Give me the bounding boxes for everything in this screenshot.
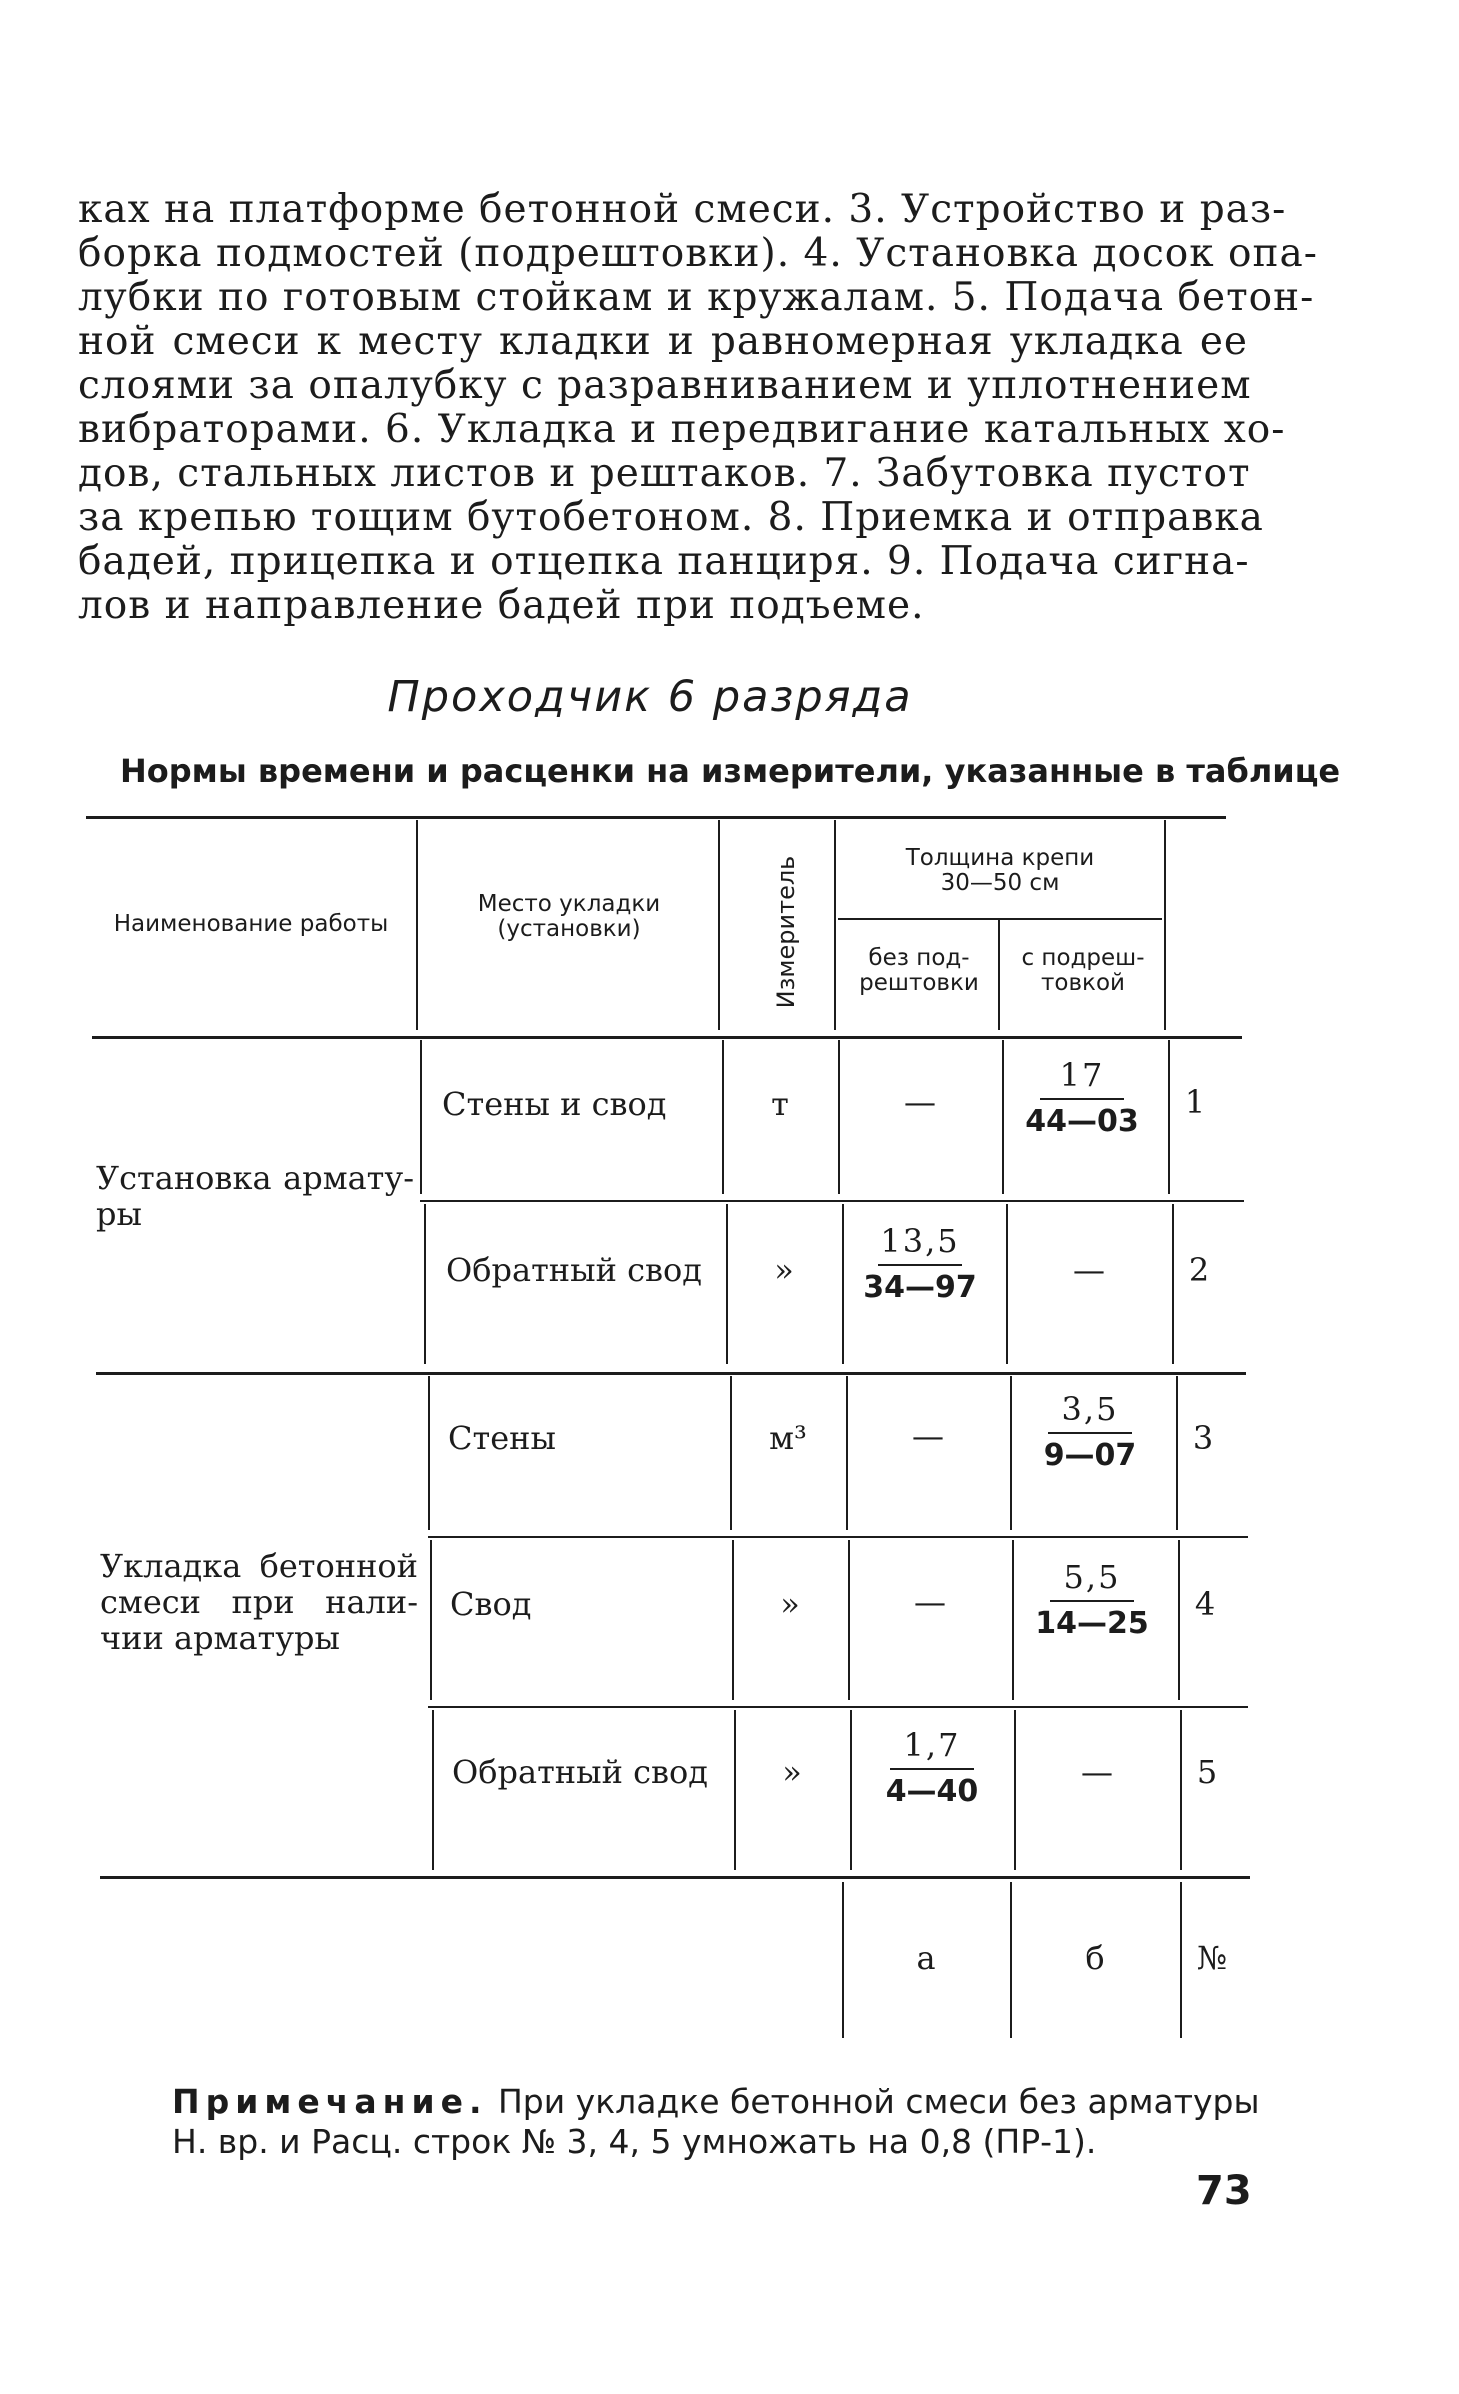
row3-a: — bbox=[912, 1417, 944, 1455]
header-place: Место укладки (установки) bbox=[477, 891, 661, 942]
row3-place: Стены bbox=[448, 1419, 556, 1457]
page-number: 73 bbox=[1196, 2168, 1252, 2214]
header-unit: Измеритель bbox=[772, 855, 800, 1009]
footer-col-b: б bbox=[1085, 1939, 1105, 1977]
row2-place: Обратный свод bbox=[446, 1251, 702, 1289]
row5-place: Обратный свод bbox=[452, 1753, 708, 1791]
group-name: Установка армату- ры bbox=[96, 1159, 414, 1233]
paragraph-line: ках на платформе бетонной смеси. 3. Устройство и раз- bbox=[78, 187, 1287, 232]
row5-unit: » bbox=[782, 1753, 802, 1791]
section-heading: Проходчик 6 разряда bbox=[387, 672, 913, 722]
row1-a: — bbox=[904, 1083, 936, 1121]
paragraph-line: дов, стальных листов и рештаков. 7. Забутовка пустот bbox=[78, 451, 1251, 496]
header-col-a: без под- рештовки bbox=[859, 945, 979, 996]
paragraph-line: за крепью тощим бутобетоном. 8. Приемка и отправка bbox=[78, 495, 1264, 540]
group-name: Укладка бетонной смеси при нали- чии арматуры bbox=[100, 1547, 418, 1657]
row2-b: — bbox=[1073, 1251, 1105, 1289]
row2-unit: » bbox=[774, 1251, 794, 1289]
row4-unit: » bbox=[780, 1585, 800, 1623]
header-work-name: Наименование работы bbox=[113, 911, 389, 937]
note-line: Н. вр. и Расц. строк № 3, 4, 5 умножать на 0,8 (ПР-1). bbox=[172, 2122, 1097, 2161]
row3-unit: м³ bbox=[769, 1419, 807, 1457]
body-paragraph bbox=[78, 187, 1318, 628]
paragraph-line: лов и направление бадей при подъеме. bbox=[78, 583, 925, 628]
table-caption: Нормы времени и расценки на измерители, указанные в таблице bbox=[120, 752, 1341, 790]
row4-place: Свод bbox=[450, 1585, 532, 1623]
row1-place: Стены и свод bbox=[442, 1085, 667, 1123]
header-col-b: с подреш- товкой bbox=[1021, 945, 1145, 996]
row4-a: — bbox=[914, 1583, 946, 1621]
paragraph-line: лубки по готовым стойкам и кружалам. 5. Подача бетон- bbox=[78, 275, 1315, 320]
row1-number: 1 bbox=[1184, 1083, 1206, 1121]
table-note: Примечание. При укладке бетонной смеси без арматуры Н. вр. и Расц. строк № 3, 4, 5 умножать на 0,8 (ПР-1). bbox=[172, 2082, 1260, 2161]
paragraph-line: борка подмостей (подрештовки). 4. Установка досок опа- bbox=[78, 231, 1318, 276]
row5-a-fraction: $\frac{1,7}{4—40}$ bbox=[885, 1726, 979, 1809]
row3-number: 3 bbox=[1192, 1419, 1214, 1457]
row3-b-fraction: $\frac{3,5}{9—07}$ bbox=[1043, 1390, 1137, 1473]
paragraph-line: слоями за опалубку с разравниванием и уплотнением bbox=[78, 363, 1252, 408]
row1-b-fraction: $\frac{17}{44—03}$ bbox=[1025, 1056, 1139, 1139]
row4-number: 4 bbox=[1194, 1585, 1216, 1623]
paragraph-line: вибраторами. 6. Укладка и передвигание катальных хо- bbox=[78, 407, 1286, 452]
footer-col-number: № bbox=[1196, 1939, 1228, 1977]
row5-number: 5 bbox=[1196, 1753, 1218, 1791]
row5-b: — bbox=[1081, 1753, 1113, 1791]
paragraph-line: бадей, прицепка и отцепка панциря. 9. Подача сигна- bbox=[78, 539, 1250, 584]
row1-unit: т bbox=[771, 1085, 789, 1123]
row2-number: 2 bbox=[1188, 1251, 1210, 1289]
row4-b-fraction: $\frac{5,5}{14—25}$ bbox=[1035, 1558, 1149, 1641]
paragraph-line: ной смеси к месту кладки и равномерная укладка ее bbox=[78, 319, 1248, 364]
header-thickness: Толщина крепи 30—50 см bbox=[905, 845, 1095, 896]
footer-col-a: а bbox=[916, 1939, 936, 1977]
row2-a-fraction: $\frac{13,5}{34—97}$ bbox=[863, 1222, 977, 1305]
note-label: Примечание. bbox=[172, 2082, 488, 2121]
